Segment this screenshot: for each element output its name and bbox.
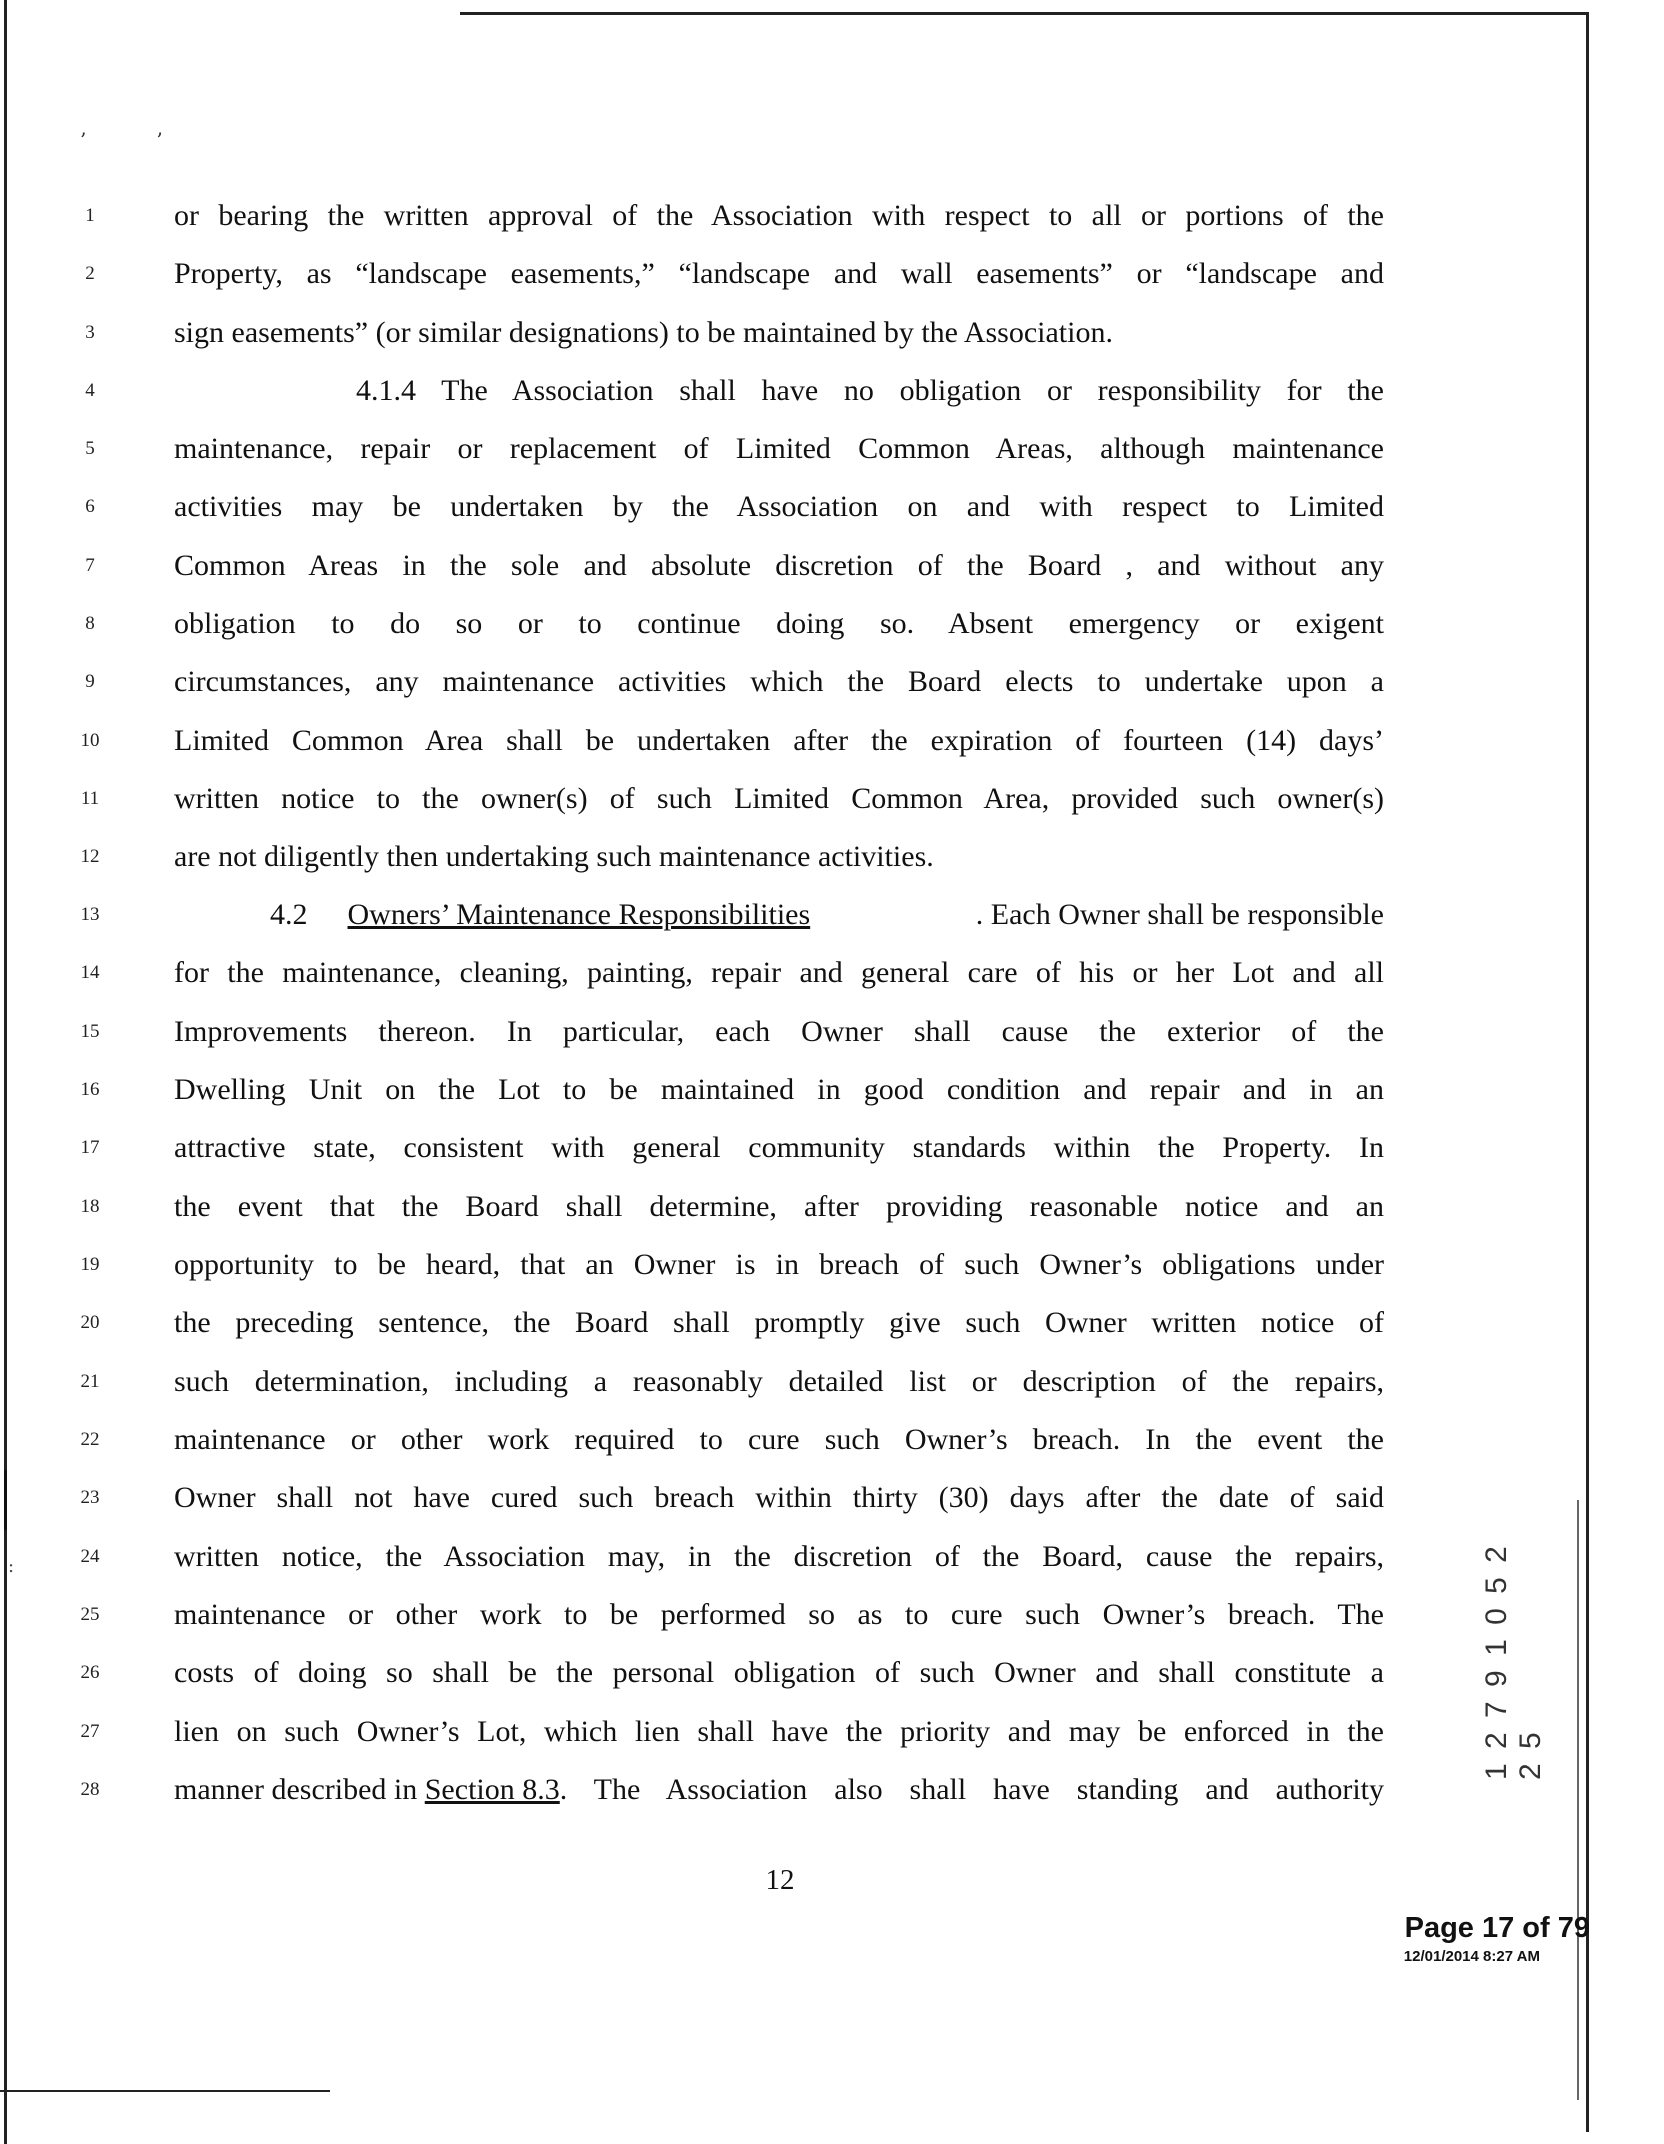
line-number: 23 — [80, 1487, 100, 1508]
line-number: 25 — [80, 1604, 100, 1625]
text-line: maintenance or other work required to cure such Owner’s breach. In the event the — [174, 1423, 1384, 1456]
text-line: attractive state, consistent with general community standards within the Property. In — [174, 1131, 1384, 1164]
line-number: 13 — [80, 904, 100, 925]
recording-stamp-datetime: 12/01/2014 8:27 AM — [1403, 1948, 1540, 1965]
line-number: 4 — [85, 380, 95, 401]
line-number: 17 — [80, 1137, 100, 1158]
text-line: Improvements thereon. In particular, each Owner shall cause the exterior of the — [174, 1015, 1384, 1048]
text-line: Common Areas in the sole and absolute discretion of the Board , and without any — [174, 549, 1384, 582]
line-number: 2 — [85, 263, 95, 284]
line-number: 18 — [80, 1196, 100, 1217]
section-heading-line — [270, 895, 1384, 935]
line-number: 5 — [85, 438, 95, 459]
line-number: 16 — [80, 1079, 100, 1100]
section-heading: Owners’ Maintenance Responsibilities — [347, 898, 811, 931]
line-number: 21 — [80, 1371, 100, 1392]
text-line: costs of doing so shall be the personal obligation of such Owner and shall constitute a — [174, 1656, 1384, 1689]
text-line: Limited Common Area shall be undertaken after the expiration of fourteen (14) days’ — [174, 724, 1384, 757]
line-number: 1 — [85, 205, 95, 226]
text-fragment: . The Association also shall have standing and authority — [559, 1773, 1384, 1806]
line-number: 8 — [85, 613, 95, 634]
scan-border-right — [1586, 12, 1589, 2132]
text-fragment: . Each Owner shall be responsible — [975, 898, 1384, 931]
text-line: obligation to do so or to continue doing so. Absent emergency or exigent — [174, 607, 1384, 640]
scan-dot: : — [8, 1556, 15, 1577]
text-fragment: manner described in — [174, 1773, 425, 1806]
text-line — [174, 1770, 1384, 1810]
line-number: 24 — [80, 1546, 100, 1567]
line-number: 27 — [80, 1721, 100, 1742]
text-line: Dwelling Unit on the Lot to be maintained in good condition and repair and in an — [174, 1073, 1384, 1106]
line-number: 22 — [80, 1429, 100, 1450]
text-line: maintenance or other work to be performed so as to cure such Owner’s breach. The — [174, 1598, 1384, 1631]
line-number: 11 — [80, 788, 100, 809]
line-number: 15 — [80, 1021, 100, 1042]
scan-border-bottom — [0, 2090, 330, 2092]
scan-border-top — [460, 12, 1588, 15]
line-number: 19 — [80, 1254, 100, 1275]
section-reference-link[interactable]: Section 8.3 — [424, 1773, 560, 1806]
recording-stamp-page: Page 17 of 79 — [1404, 1912, 1590, 1944]
text-line: are not diligently then undertaking such maintenance activities. — [174, 840, 934, 873]
text-line: maintenance, repair or replacement of Limited Common Areas, although maintenance — [174, 432, 1384, 465]
text-line: written notice, the Association may, in the discretion of the Board, cause the repairs, — [174, 1540, 1384, 1573]
text-line: written notice to the owner(s) of such Limited Common Area, provided such owner(s) — [174, 782, 1384, 815]
line-number: 6 — [85, 496, 95, 517]
section-number: 4.2 — [270, 898, 308, 931]
text-line: circumstances, any maintenance activities which the Board elects to undertake upon a — [174, 665, 1384, 698]
line-number: 26 — [80, 1662, 100, 1683]
text-line: such determination, including a reasonably detailed list or description of the repairs, — [174, 1365, 1384, 1398]
line-number: 28 — [80, 1779, 100, 1800]
text-line: opportunity to be heard, that an Owner is in breach of such Owner’s obligations under — [174, 1248, 1384, 1281]
text-line: the event that the Board shall determine, after providing reasonable notice and an — [174, 1190, 1384, 1223]
text-line: for the maintenance, cleaning, painting, repair and general care of his or her Lot and all — [174, 956, 1384, 989]
line-number: 10 — [80, 730, 100, 751]
text-line: or bearing the written approval of the Association with respect to all or portions of the — [174, 199, 1384, 232]
scan-specks: ’ ’ — [80, 128, 163, 152]
text-line: Owner shall not have cured such breach within thirty (30) days after the date of said — [174, 1481, 1384, 1514]
page-number: 12 — [765, 1864, 795, 1896]
text-line: 4.1.4 The Association shall have no obligation or responsibility for the — [356, 374, 1384, 407]
text-line: Property, as “landscape easements,” “landscape and wall easements” or “landscape and — [174, 257, 1384, 290]
line-number: 7 — [85, 555, 95, 576]
text-line: sign easements” (or similar designations) to be maintained by the Association. — [174, 316, 1113, 349]
line-number: 9 — [85, 671, 95, 692]
line-number: 3 — [85, 322, 95, 343]
scan-border-right-inner — [1577, 1500, 1579, 2100]
scan-border-left — [4, 0, 7, 2144]
text-line: lien on such Owner’s Lot, which lien shall have the priority and may be enforced in the — [174, 1715, 1384, 1748]
text-line: activities may be undertaken by the Association on and with respect to Limited — [174, 490, 1384, 523]
line-number: 20 — [80, 1312, 100, 1333]
line-number: 12 — [80, 846, 100, 867]
document-number-vertical: 1 2 7 9 1 0 5 2 2 5 — [1480, 1543, 1547, 1780]
line-number: 14 — [80, 962, 100, 983]
text-line: the preceding sentence, the Board shall promptly give such Owner written notice of — [174, 1306, 1384, 1339]
scan-mark-left — [4, 1470, 7, 1530]
